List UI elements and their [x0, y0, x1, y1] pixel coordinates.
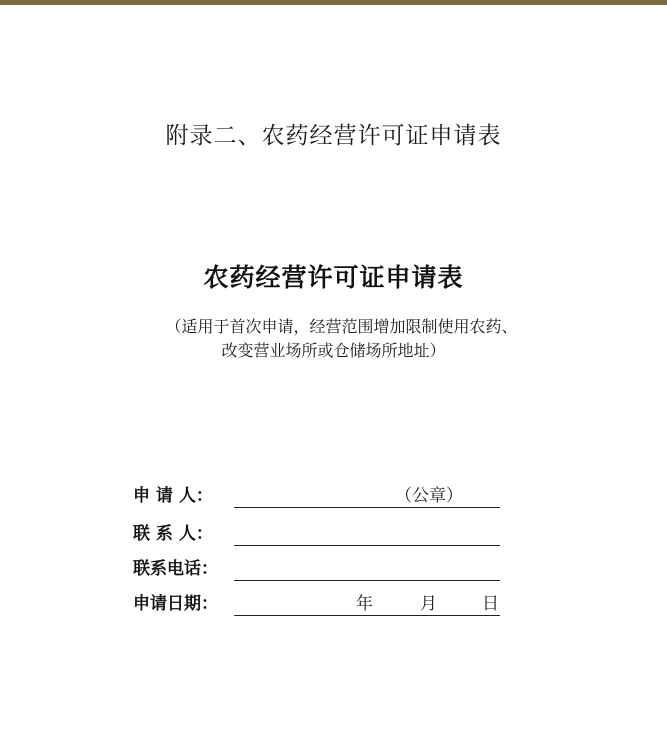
phone-label: 联系电话：: [133, 559, 218, 579]
date-label: 申请日期：: [133, 594, 218, 614]
official-seal-note: （公章）: [395, 486, 463, 506]
applicant-label: 申 请 人：: [133, 486, 213, 506]
top-border-bar: [0, 0, 667, 5]
year-marker: 年: [356, 594, 373, 614]
phone-input-line[interactable]: [234, 580, 500, 581]
applicant-input-line[interactable]: [234, 507, 500, 508]
form-title: 农药经营许可证申请表: [203, 263, 464, 292]
appendix-title: 附录二、农药经营许可证申请表: [165, 123, 502, 149]
phone-field: [133, 557, 503, 581]
contact-input-line[interactable]: [234, 545, 500, 546]
date-input-line[interactable]: [234, 615, 500, 616]
contact-label: 联 系 人：: [133, 524, 213, 544]
contact-field: [133, 522, 503, 546]
day-marker: 日: [482, 594, 499, 614]
subtitle-line-1: （适用于首次申请，经营范围增加限制使用农药、: [165, 317, 518, 336]
month-marker: 月: [420, 594, 437, 614]
date-field: [133, 592, 503, 616]
subtitle-line-2: 改变营业场所或仓储场所地址）: [221, 341, 446, 360]
applicant-field: [133, 484, 503, 508]
